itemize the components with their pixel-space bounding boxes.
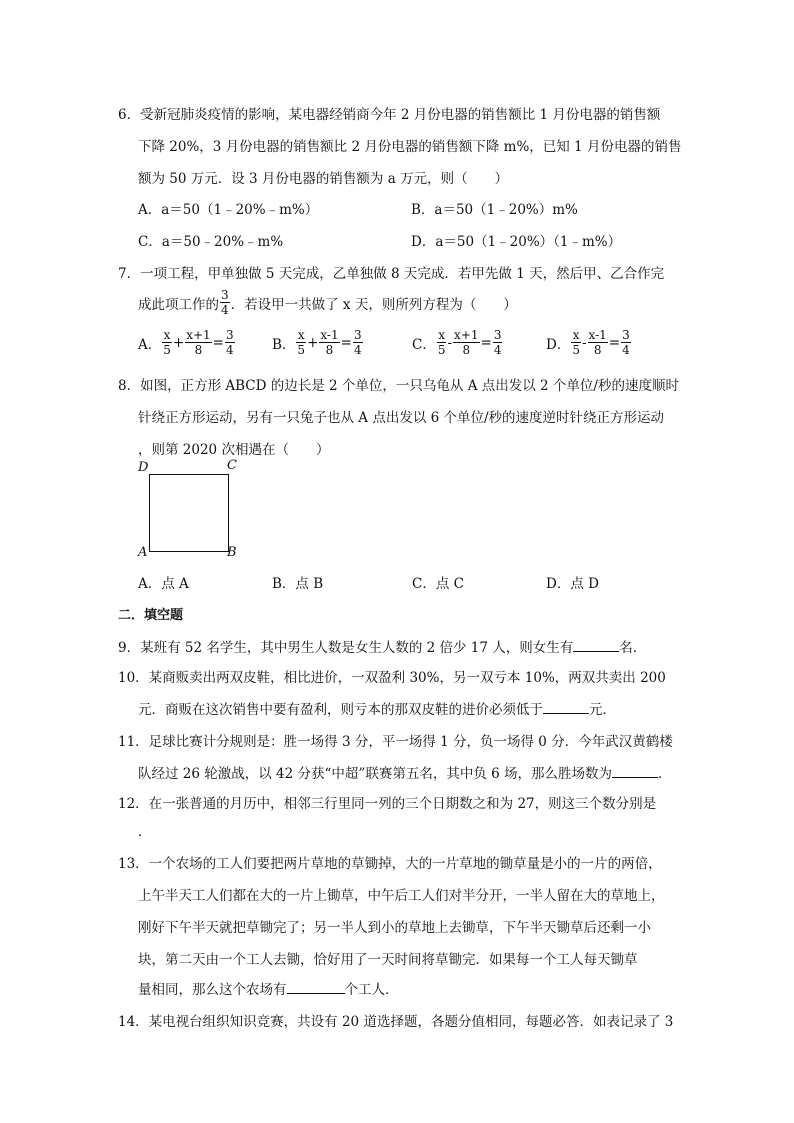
frac-3-over-4 <box>493 328 503 357</box>
q9-question: 9．某班有 52 名学生，其中男生人数是女生人数的 2 倍少 17 人，则女生有 <box>118 640 574 656</box>
frac-denominator: 4 <box>221 303 229 317</box>
frac-denominator: 5 <box>163 343 171 357</box>
q8-option-d: D．点 D <box>546 576 599 592</box>
q10-line2-text: 元．商贩在这次销售中要有盈利，则亏本的那双皮鞋的进价必须低于 <box>138 702 543 718</box>
frac-numerator: 3 <box>622 328 630 342</box>
q8-line1: 8．如图，正方形 ABCD 的边长是 2 个单位，一只乌龟从 A 点出发以 2 个单位/秒的速度顺时 <box>118 378 679 394</box>
answer-blank[interactable] <box>612 777 658 778</box>
q12-line1: 12．在一张普通的月历中，相邻三行里同一列的三个日期数之和为 27，则这三个数分别是 <box>118 796 657 812</box>
q12-line2: ． <box>138 824 152 840</box>
q6-line3: 额为 50 万元．设 3 月份电器的销售额为 a 万元，则（ ） <box>138 171 509 187</box>
q11-line2-text: 队经过 26 轮激战，以 42 分获“中超”联赛第五名，其中负 6 场，那么胜场数为 <box>138 766 612 782</box>
frac-denominator: 4 <box>225 343 234 357</box>
vertex-label-d: D <box>138 460 149 475</box>
q11-line2 <box>138 762 672 782</box>
frac-numerator: x <box>297 328 305 342</box>
q13-line5 <box>138 978 399 998</box>
q8-option-c: C．点 C <box>412 576 464 592</box>
q7-option-b <box>272 328 364 357</box>
operator: + <box>307 334 319 351</box>
frac-denominator: 4 <box>622 343 630 357</box>
vertex-label-c: C <box>227 458 237 473</box>
frac-x-over-5 <box>437 328 447 357</box>
frac-x-over-5 <box>162 328 172 357</box>
frac-denominator: 8 <box>325 343 334 357</box>
frac-numerator: 3 <box>353 328 362 342</box>
q7-line2-start: 成此项工作的 <box>138 296 219 313</box>
frac-denominator: 4 <box>353 343 362 357</box>
operator: - <box>447 334 453 351</box>
option-label: A． <box>138 336 162 353</box>
q14-line1: 14．某电视台组织知识竞赛，共设有 20 道选择题，各题分值相同，每题必答．如表记录了 3 <box>118 1014 674 1030</box>
q8-line3: ，则第 2020 次相遇在（ ） <box>138 442 330 458</box>
answer-blank[interactable] <box>287 993 345 994</box>
vertex-label-a: A <box>138 545 148 560</box>
frac-numerator: x-1 <box>588 328 607 342</box>
frac-numerator: 3 <box>493 328 502 342</box>
q10-line2 <box>138 698 616 718</box>
operator: = <box>340 334 352 351</box>
frac-xm1-over-8 <box>319 328 339 357</box>
frac-x-over-5 <box>296 328 306 357</box>
q7-option-d <box>546 328 632 357</box>
frac-denominator: 5 <box>297 343 306 357</box>
frac-numerator: x+1 <box>186 328 211 342</box>
square-abcd-figure <box>149 474 229 552</box>
frac-xm1-over-8 <box>588 328 608 357</box>
option-label: D． <box>546 336 571 353</box>
q7-option-a <box>138 328 236 357</box>
q10-line1: 10．某商贩卖出两双皮鞋，相比进价，一双盈利 30%，另一双亏本 10%，两双共卖出 200 <box>118 670 666 686</box>
q7-line2-end: ．若设甲一共做了 x 天，则所列方程为（ ） <box>230 296 517 313</box>
q13-line3: 刚好下午半天就把草锄完了；另一半人到小的草地上去锄草，下午半天锄草后还剩一小 <box>138 920 651 936</box>
q10-suffix: 元． <box>589 702 616 718</box>
q8-option-b: B．点 B <box>272 576 324 592</box>
q6-line1: 6．受新冠肺炎疫情的影响，某电器经销商今年 2 月份电器的销售额比 1 月份电器的销售额 <box>118 107 661 123</box>
frac-numerator: x <box>572 328 580 342</box>
operator: = <box>212 334 224 351</box>
answer-blank[interactable] <box>573 651 619 652</box>
section-heading-fill-in: 二．填空题 <box>118 608 184 623</box>
vertex-label-b: B <box>227 545 237 560</box>
frac-denominator: 5 <box>437 343 446 357</box>
operator: + <box>172 334 185 351</box>
q8-line2: 针绕正方形运动，另有一只兔子也从 A 点出发以 6 个单位/秒的速度逆时针绕正方形运动 <box>138 410 665 426</box>
q7-option-c <box>412 328 503 357</box>
q11-line1: 11．足球比赛计分规则是：胜一场得 3 分，平一场得 1 分，负一场得 0 分．今年武汉黄鹤楼 <box>118 734 673 750</box>
q6-option-b: B．a＝50（1﹣20%）m% <box>411 202 578 218</box>
q7-line1: 7．一项工程，甲单独做 5 天完成，乙单独做 8 天完成．若甲先做 1 天，然后甲、乙合作完 <box>118 266 665 282</box>
q6-option-d: D．a＝50（1﹣20%）（1﹣m%） <box>411 234 622 250</box>
q11-suffix: ． <box>658 766 672 782</box>
q13-line4: 块，第二天由一个工人去锄，恰好用了一天时间将草锄完．如果每一个工人每天锄草 <box>138 952 638 968</box>
frac-numerator: x+1 <box>454 328 479 342</box>
q9-text <box>118 636 646 656</box>
option-label: C． <box>412 336 436 353</box>
frac-3-over-4 <box>621 328 631 357</box>
q7-line2 <box>138 288 517 317</box>
q8-option-a: A．点 A <box>138 576 189 592</box>
q13-line1: 13．一个农场的工人们要把两片草地的草锄掉，大的一片草地的锄草量是小的一片的两倍， <box>118 856 662 872</box>
q6-option-a: A．a＝50（1﹣20%﹣m%） <box>138 202 319 218</box>
frac-denominator: 8 <box>593 343 602 357</box>
frac-xp1-over-8 <box>453 328 479 357</box>
q13-suffix: 个工人． <box>344 982 399 998</box>
frac-3-over-4 <box>353 328 363 357</box>
frac-numerator: x <box>163 328 171 342</box>
frac-numerator: x <box>438 328 446 342</box>
answer-blank[interactable] <box>543 713 589 714</box>
frac-denominator: 8 <box>194 343 203 357</box>
frac-3-over-4 <box>225 328 235 357</box>
frac-numerator: 3 <box>225 328 234 342</box>
option-label: B． <box>272 336 296 353</box>
frac-x-over-5 <box>571 328 581 357</box>
q13-line5-text: 量相同，那么这个农场有 <box>138 982 287 998</box>
frac-denominator: 8 <box>462 343 471 357</box>
q6-line2: 下降 20%，3 月份电器的销售额比 2 月份电器的销售额下降 m%，已知 1 月份电器的销售 <box>138 139 682 155</box>
operator: = <box>480 334 492 351</box>
frac-xp1-over-8 <box>185 328 211 357</box>
q6-option-c: C．a＝50﹣20%﹣m% <box>138 234 284 250</box>
q13-line2: 上午半天工人们都在大的一片上锄草，中午后工人们对半分开，一半人留在大的草地上， <box>138 888 665 904</box>
operator: = <box>608 334 621 351</box>
frac-numerator: 3 <box>221 288 229 302</box>
q9-suffix: 名． <box>619 640 647 656</box>
operator: - <box>581 334 587 351</box>
q7-fraction-three-quarters <box>220 288 230 317</box>
frac-denominator: 5 <box>572 343 580 357</box>
frac-numerator: x-1 <box>320 328 339 342</box>
frac-denominator: 4 <box>493 343 502 357</box>
